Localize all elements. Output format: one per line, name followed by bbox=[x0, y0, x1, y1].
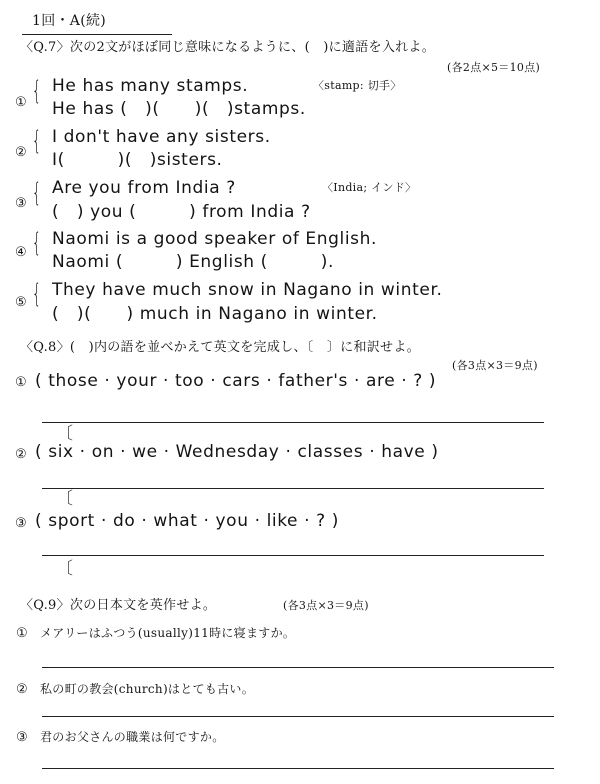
q7-points: (各2点×5＝10点) bbox=[447, 61, 541, 74]
q9-points: (各3点×3＝9点) bbox=[283, 599, 369, 612]
q7-item-1-brace: { bbox=[32, 76, 42, 106]
q9-item-2-answer-line[interactable] bbox=[42, 716, 554, 717]
q7-item-5-number: ⑤ bbox=[15, 295, 27, 310]
q9-item-1-text: メアリーはふつう(usually)11時に寝ますか。 bbox=[40, 626, 296, 640]
q7-item-3-brace: { bbox=[32, 178, 42, 208]
q7-item-5-brace: { bbox=[32, 279, 42, 309]
q9-item-1-answer-line[interactable] bbox=[42, 667, 554, 668]
q7-item-2-number: ② bbox=[15, 145, 27, 160]
q8-item-2-number: ② bbox=[15, 447, 27, 462]
page-title: 1回・A(続) bbox=[32, 13, 107, 29]
q9-item-2-text: 私の町の教会(church)はとても古い。 bbox=[40, 682, 255, 696]
q7-item-2-line2[interactable]: I( )( )sisters. bbox=[52, 150, 223, 170]
q8-item-3-number: ③ bbox=[15, 516, 27, 531]
q7-item-4-line2[interactable]: Naomi ( ) English ( ). bbox=[52, 252, 334, 272]
q7-item-3-line2[interactable]: ( ) you ( ) from India ? bbox=[52, 202, 311, 222]
q7-item-4-brace: { bbox=[32, 228, 42, 258]
q9-item-2-number: ② bbox=[16, 682, 28, 697]
q7-item-3-note: 〈India; インド〉 bbox=[322, 181, 417, 194]
q7-item-4-number: ④ bbox=[15, 245, 27, 260]
q7-item-2-line1: I don't have any sisters. bbox=[52, 127, 271, 147]
q7-item-5-line1: They have much snow in Nagano in winter. bbox=[52, 280, 443, 300]
q7-item-5-line2[interactable]: ( )( ) much in Nagano in winter. bbox=[52, 304, 378, 324]
q8-heading: 〈Q.8〉( )内の語を並べかえて英文を完成し、〔 〕に和訳せよ。 bbox=[20, 340, 420, 355]
q8-item-1-words: ( those · your · too · cars · father's · are · ? ) bbox=[35, 371, 437, 391]
q7-item-1-number: ① bbox=[15, 95, 27, 110]
q7-item-3-number: ③ bbox=[15, 196, 27, 211]
q8-item-1-number: ① bbox=[15, 375, 27, 390]
q7-item-2-brace: { bbox=[32, 126, 42, 156]
q7-item-4-line1: Naomi is a good speaker of English. bbox=[52, 229, 378, 249]
q8-item-2-words: ( six · on · we · Wednesday · classes · have ) bbox=[35, 442, 439, 462]
q7-item-3-line1: Are you from India ? bbox=[52, 178, 236, 198]
q9-item-3-number: ③ bbox=[16, 730, 28, 745]
title-underline bbox=[22, 34, 172, 35]
q8-item-2-answer-line[interactable] bbox=[42, 488, 544, 489]
q8-points: (各3点×3＝9点) bbox=[452, 359, 538, 372]
q9-item-1-number: ① bbox=[16, 626, 28, 641]
q7-item-1-line2[interactable]: He has ( )( )( )stamps. bbox=[52, 99, 306, 119]
q8-item-2-bracket: 〔 bbox=[56, 489, 74, 509]
q8-item-1-bracket: 〔 bbox=[56, 424, 74, 444]
q7-item-1-note: 〈stamp: 切手〉 bbox=[313, 79, 402, 92]
q9-item-3-text: 君のお父さんの職業は何ですか。 bbox=[40, 730, 225, 744]
q9-item-3-answer-line[interactable] bbox=[42, 768, 554, 769]
q8-item-3-answer-line[interactable] bbox=[42, 555, 544, 556]
q7-heading: 〈Q.7〉次の2文がほぼ同じ意味になるように、( )に適語を入れよ。 bbox=[20, 40, 436, 55]
q9-heading: 〈Q.9〉次の日本文を英作せよ。 bbox=[20, 598, 217, 613]
q8-item-3-bracket: 〔 bbox=[56, 559, 74, 579]
q7-item-1-line1: He has many stamps. bbox=[52, 76, 249, 96]
q8-item-3-words: ( sport · do · what · you · like · ? ) bbox=[35, 511, 339, 531]
q8-item-1-answer-line[interactable] bbox=[42, 422, 544, 423]
